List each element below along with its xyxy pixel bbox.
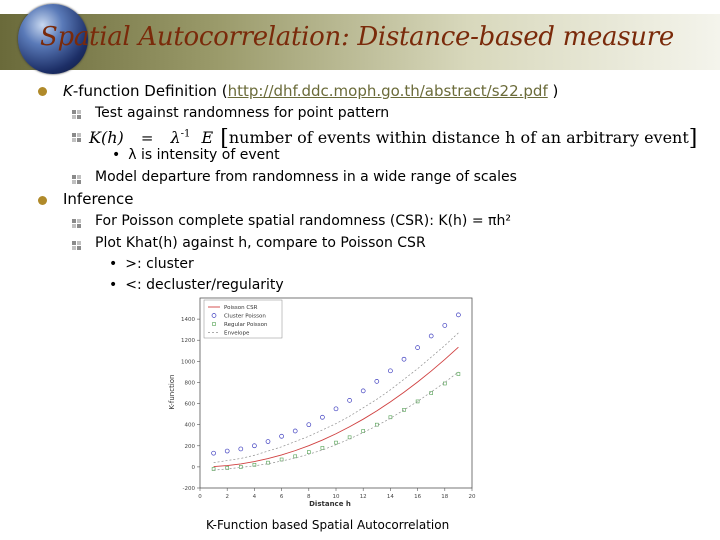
k-function-chart (160, 292, 480, 512)
sub-bullet-icon (72, 110, 81, 119)
cluster-point (416, 346, 420, 350)
cluster-note-text: >: cluster (125, 256, 194, 272)
regular-point (335, 441, 338, 444)
decluster-note (109, 277, 284, 293)
legend-label: Envelope (224, 330, 250, 337)
formula-lhs: K(h) (89, 128, 124, 147)
test-randomness: Test against randomness for point pattern (95, 105, 390, 121)
regular-point (457, 373, 460, 376)
kfunction-end: ) (547, 82, 559, 100)
x-tick-label: 18 (441, 494, 449, 500)
x-tick-label: 4 (252, 494, 257, 500)
cluster-point (280, 434, 284, 438)
y-tick-label: 400 (184, 422, 195, 429)
cluster-point (293, 429, 297, 433)
y-tick-label: 1200 (181, 338, 195, 345)
cluster-point (456, 313, 460, 317)
y-axis-label: K-function (168, 374, 176, 410)
y-tick-label: -200 (182, 486, 195, 492)
cluster-point (212, 451, 216, 455)
y-tick-label: 800 (184, 380, 195, 387)
cluster-point (320, 415, 324, 419)
cluster-point (266, 440, 270, 444)
x-tick-label: 10 (332, 494, 340, 500)
regular-point (239, 465, 242, 468)
cluster-point (361, 389, 365, 393)
x-tick-label: 20 (468, 494, 476, 500)
bullet-icon (38, 87, 47, 96)
cluster-point (239, 447, 243, 451)
cluster-point (334, 407, 338, 411)
bracket-close: ] (688, 126, 698, 151)
formula-eq: = (140, 129, 154, 147)
sub-bullet-icon (72, 133, 81, 142)
lambda-note (112, 147, 280, 163)
x-axis-label: Distance h (309, 500, 351, 508)
legend-label: Poisson CSR (224, 305, 258, 311)
formula-E: E (201, 128, 214, 147)
cluster-point (388, 369, 392, 373)
k-italic: K (63, 82, 73, 100)
sub-bullet-icon (72, 241, 81, 250)
x-tick-label: 14 (386, 494, 394, 500)
plot-khat: Plot Khat(h) against h, compare to Poisson CSR (95, 235, 426, 251)
regular-point (307, 451, 310, 454)
kfunction-label: -function Definition ( (72, 82, 228, 100)
slide-title: Spatial Autocorrelation: Distance-based measure (40, 22, 674, 52)
bullet-icon (38, 196, 47, 205)
formula-lambda: λ (170, 128, 181, 147)
sub-bullet-icon (72, 219, 81, 228)
sub-bullet-icon (72, 175, 81, 184)
chart-caption: K-Function based Spatial Autocorrelation (206, 518, 450, 532)
dot-icon: • (112, 147, 121, 163)
x-tick-label: 2 (225, 494, 229, 500)
x-tick-label: 6 (279, 494, 284, 500)
model-departure: Model departure from randomness in a wide range of scales (95, 169, 517, 185)
y-tick-label: 600 (184, 401, 195, 408)
decluster-note-text: <: decluster/regularity (125, 277, 284, 293)
y-tick-label: 1400 (181, 317, 195, 324)
cluster-point (307, 423, 311, 427)
y-tick-label: 200 (184, 443, 195, 450)
envelope-upper-line (214, 330, 459, 463)
cluster-point (225, 449, 229, 453)
y-tick-label: 1000 (181, 359, 195, 366)
bracket-open: [ (220, 126, 229, 151)
cluster-point (252, 444, 256, 448)
regular-point (294, 455, 297, 458)
dot-icon: • (109, 277, 118, 293)
poisson-csr: For Poisson complete spatial randomness (CSR): K(h) = πh² (95, 213, 511, 229)
legend-label: Cluster Poisson (224, 313, 266, 320)
cluster-point (443, 323, 447, 327)
abstract-link[interactable]: http://dhf.ddc.moph.go.th/abstract/s22.pdf (227, 82, 548, 100)
x-tick-label: 12 (359, 494, 367, 500)
x-tick-label: 0 (198, 494, 202, 500)
cluster-point (429, 334, 433, 338)
envelope-lower-line (214, 372, 459, 470)
formula-bracket-text: number of events within distance h of an arbitrary event (228, 128, 689, 147)
cluster-point (348, 398, 352, 402)
x-tick-label: 8 (307, 494, 311, 500)
y-tick-label: 0 (191, 464, 195, 471)
k-formula (89, 124, 697, 149)
cluster-note (109, 256, 194, 272)
cluster-point (375, 379, 379, 383)
lambda-note-text: λ is intensity of event (128, 147, 280, 163)
regular-point (375, 423, 378, 426)
legend-label: Regular Poisson (224, 322, 268, 328)
bullet-kfunction (63, 82, 558, 100)
regular-point (321, 446, 324, 449)
cluster-point (402, 357, 406, 361)
x-tick-label: 16 (414, 494, 422, 500)
regular-point (389, 416, 392, 419)
dot-icon: • (109, 256, 118, 272)
bullet-inference: Inference (63, 190, 134, 208)
formula-exp: -1 (180, 128, 191, 140)
